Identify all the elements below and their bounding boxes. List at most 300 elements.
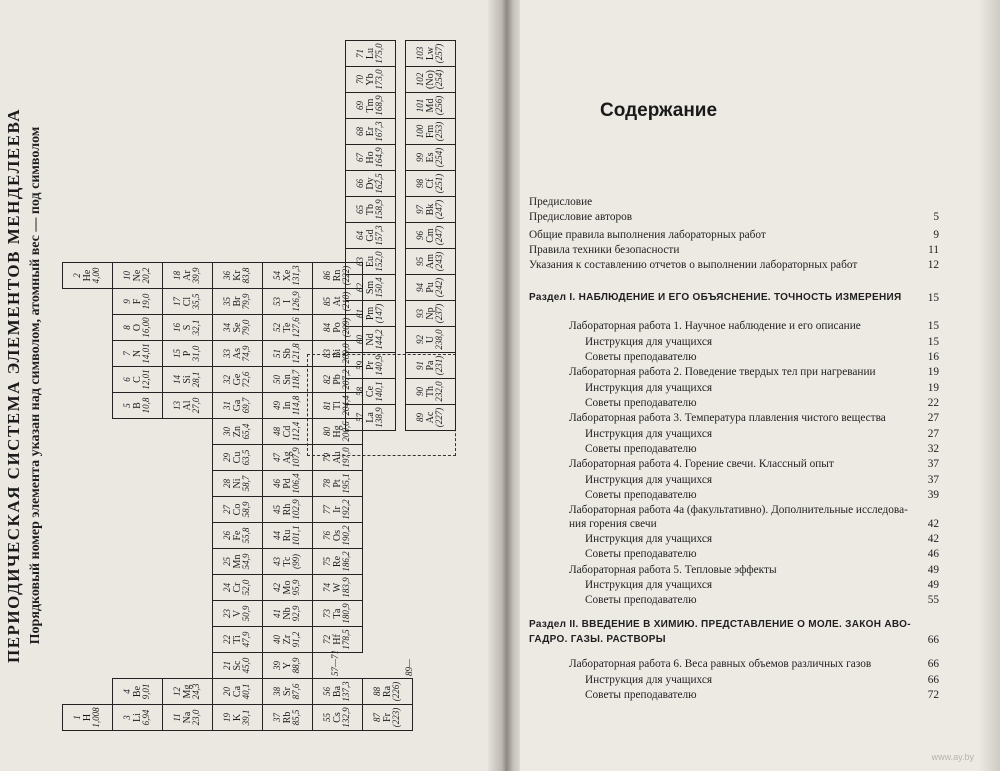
element-symbol: Pu [424, 282, 436, 293]
element-cell [163, 341, 213, 367]
element-symbol: Sr [281, 687, 293, 696]
element-cell [406, 301, 456, 327]
empty-cell [63, 445, 113, 471]
element-weight: 101,1 [291, 525, 302, 546]
element-symbol: Ra [381, 685, 393, 698]
element-cell [406, 41, 456, 67]
element-weight: 183,9 [341, 577, 352, 598]
element-cell [163, 315, 213, 341]
element-number: 101 [415, 98, 426, 113]
element-weight: 121,8 [291, 343, 302, 364]
element-number: 17 [172, 297, 183, 306]
element-number: 84 [322, 323, 333, 332]
toc-page-number: 66 [927, 634, 939, 646]
element-number: 24 [222, 583, 233, 592]
element-cell [213, 549, 263, 575]
element-weight: 10,8 [141, 397, 152, 414]
element-symbol: Hg [331, 425, 343, 438]
element-weight: 35,5 [191, 293, 202, 310]
element-weight: 140,9 [374, 355, 385, 376]
element-weight: 14,01 [141, 343, 152, 364]
element-number: 96 [415, 231, 426, 240]
element-symbol: Ni [231, 478, 243, 489]
element-symbol: Sc [231, 660, 243, 671]
element-cell [113, 341, 163, 367]
element-weight: (251) [434, 173, 445, 194]
element-number: 27 [222, 505, 233, 514]
element-weight: 91,2 [291, 631, 302, 648]
element-number: 88 [372, 687, 383, 696]
empty-cell [113, 471, 163, 497]
element-weight: 74,9 [241, 345, 252, 362]
element-cell [406, 327, 456, 353]
empty-cell [363, 497, 413, 523]
watermark: www.ay.by [931, 752, 974, 762]
toc-entry [529, 443, 939, 457]
element-number: 37 [272, 713, 283, 722]
element-weight: 140,1 [374, 381, 385, 402]
element-cell [406, 197, 456, 223]
element-symbol: Al [181, 400, 193, 411]
element-number: 57 [355, 413, 366, 422]
element-cell [406, 67, 456, 93]
element-weight: 152,0 [374, 251, 385, 272]
element-symbol: H [81, 713, 93, 722]
element-weight: 158,9 [374, 199, 385, 220]
element-cell [263, 341, 313, 367]
toc-entry-text: Лабораторная работа 2. Поведение твердых тел при нагревании [569, 366, 876, 378]
element-symbol: Tm [364, 98, 376, 113]
toc-page-number: 49 [927, 564, 939, 576]
toc-entry-text: Советы преподавателю [585, 548, 697, 560]
element-symbol: Ga [231, 399, 243, 412]
element-cell [346, 249, 396, 275]
empty-cell [163, 653, 213, 679]
toc-entry [529, 564, 939, 578]
element-cell [406, 405, 456, 431]
toc-entry [529, 489, 939, 503]
element-symbol: Rn [331, 269, 343, 282]
element-number: 62 [355, 283, 366, 292]
element-weight: 173,0 [374, 69, 385, 90]
element-number: 30 [222, 427, 233, 436]
element-cell [406, 353, 456, 379]
element-weight: 167,3 [374, 121, 385, 142]
element-number: 71 [355, 49, 366, 58]
element-cell [363, 679, 413, 705]
toc-entry-text: Раздел II. ВВЕДЕНИЕ В ХИМИЮ. ПРЕДСТАВЛЕНИЕ О МОЛЕ. ЗАКОН АВО- [529, 619, 911, 630]
element-symbol: Ti [231, 635, 243, 644]
element-number: 77 [322, 505, 333, 514]
element-cell [263, 471, 313, 497]
element-cell [213, 627, 263, 653]
element-cell [213, 315, 263, 341]
element-symbol: Sb [281, 348, 293, 359]
element-cell [163, 367, 213, 393]
element-cell [313, 575, 363, 601]
toc-entry-text: Лабораторная работа 4. Горение свечи. Классный опыт [569, 458, 834, 470]
element-weight: (209) [341, 317, 352, 338]
empty-cell [113, 497, 163, 523]
element-symbol: W [331, 582, 343, 593]
element-cell [213, 471, 263, 497]
element-weight: 197,0 [341, 447, 352, 468]
element-symbol: Sn [281, 374, 293, 385]
element-number: 33 [222, 349, 233, 358]
element-number: 79 [322, 453, 333, 462]
toc-entry-text: Инструкция для учащихся [585, 674, 713, 686]
element-number: 22 [222, 635, 233, 644]
element-number: 46 [272, 479, 283, 488]
element-symbol: Xe [281, 269, 293, 282]
element-number: 83 [322, 349, 333, 358]
element-cell [263, 315, 313, 341]
element-symbol: V [231, 609, 243, 618]
element-cell [163, 705, 213, 731]
toc-entry-text: Советы преподавателю [585, 489, 697, 501]
element-cell [263, 601, 313, 627]
toc-page-number: 9 [933, 229, 939, 241]
element-cell [263, 289, 313, 315]
element-symbol: Tl [331, 401, 343, 410]
element-weight: 157,3 [374, 225, 385, 246]
element-weight: 144,2 [374, 329, 385, 350]
toc-entry [529, 382, 939, 396]
empty-cell [163, 471, 213, 497]
element-number: 81 [322, 401, 333, 410]
empty-cell [163, 575, 213, 601]
toc-entry [529, 412, 939, 426]
element-symbol: Er [364, 126, 376, 137]
toc-entry-text: Советы преподавателю [585, 689, 697, 701]
element-cell [113, 315, 163, 341]
element-symbol: Pr [364, 361, 376, 370]
element-cell [263, 679, 313, 705]
element-weight: 23,0 [191, 709, 202, 726]
element-symbol: Ir [331, 506, 343, 513]
element-symbol: Zr [281, 634, 293, 645]
element-symbol: Rb [281, 711, 293, 724]
element-number: 43 [272, 557, 283, 566]
element-weight: 47,9 [241, 631, 252, 648]
element-number: 14 [172, 375, 183, 384]
element-weight: 50,9 [241, 605, 252, 622]
element-weight: 195,1 [341, 473, 352, 494]
element-weight: 192,2 [341, 499, 352, 520]
element-cell [346, 379, 396, 405]
element-weight: 186,2 [341, 551, 352, 572]
toc-entry [529, 504, 939, 518]
element-weight: 9,01 [141, 683, 152, 700]
element-weight: 45,0 [241, 657, 252, 674]
element-symbol: Dy [364, 177, 376, 190]
empty-cell [163, 523, 213, 549]
empty-cell [63, 315, 113, 341]
element-number: 19 [222, 713, 233, 722]
empty-cell [63, 601, 113, 627]
element-symbol: Tc [281, 556, 293, 567]
element-cell [313, 601, 363, 627]
element-symbol: Br [231, 296, 243, 307]
toc-page-number: 66 [927, 658, 939, 670]
element-cell [213, 601, 263, 627]
element-weight: 58,7 [241, 475, 252, 492]
empty-cell [363, 523, 413, 549]
element-number: 12 [172, 687, 183, 696]
element-number: 74 [322, 583, 333, 592]
element-weight: (237) [434, 303, 445, 324]
toc-page-number: 49 [927, 579, 939, 591]
element-number: 61 [355, 309, 366, 318]
element-weight: 162,5 [374, 173, 385, 194]
element-symbol: K [231, 713, 243, 722]
element-number: 102 [415, 72, 426, 87]
element-cell [263, 445, 313, 471]
element-symbol: Zn [231, 425, 243, 438]
element-number: 10 [122, 271, 133, 280]
element-number: 70 [355, 75, 366, 84]
element-number: 75 [322, 557, 333, 566]
element-number: 58 [355, 387, 366, 396]
element-weight: 58,9 [241, 501, 252, 518]
element-symbol: Ho [364, 151, 376, 164]
element-weight: (254) [434, 147, 445, 168]
element-weight: 238,0 [434, 329, 445, 350]
element-symbol: Ru [281, 529, 293, 542]
element-number: 94 [415, 283, 426, 292]
element-weight: 40,1 [241, 683, 252, 700]
element-weight: 52,0 [241, 579, 252, 596]
element-weight: (223) [391, 707, 402, 728]
element-cell [213, 523, 263, 549]
element-cell [113, 289, 163, 315]
toc-entry [529, 259, 939, 273]
toc-entry [529, 351, 939, 365]
periodic-table-title: ПЕРИОДИЧЕСКАЯ СИСТЕМА ЭЛЕМЕНТОВ МЕНДЕЛЕЕВА [4, 107, 23, 664]
toc-entry [529, 518, 939, 532]
empty-cell [163, 497, 213, 523]
toc-entry-text: Общие правила выполнения лабораторных работ [529, 229, 766, 241]
empty-cell [113, 549, 163, 575]
empty-cell [63, 289, 113, 315]
toc-entry-text: Лабораторная работа 4а (факультативно). Дополнительные исследова- [569, 504, 908, 516]
element-symbol: In [281, 401, 293, 410]
toc-entry [529, 689, 939, 703]
toc-entry-text: Инструкция для учащихся [585, 336, 713, 348]
element-symbol: Ge [231, 373, 243, 386]
element-weight: (99) [291, 554, 302, 569]
element-weight: 132,9 [341, 707, 352, 728]
empty-cell [63, 393, 113, 419]
empty-cell [63, 575, 113, 601]
element-symbol: Os [331, 529, 343, 542]
toc-page-number: 11 [928, 244, 939, 256]
element-weight: 20,2 [141, 267, 152, 284]
element-symbol: Cm [424, 228, 436, 243]
element-symbol: P [181, 350, 193, 357]
element-number: 87 [372, 713, 383, 722]
toc-entry-text: ГАДРО. ГАЗЫ. РАСТВОРЫ [529, 634, 666, 645]
element-weight: 207,2 [341, 369, 352, 390]
element-symbol: Es [424, 152, 436, 163]
element-number: 68 [355, 127, 366, 136]
element-symbol: Mg [181, 684, 193, 699]
element-weight: 88,9 [291, 657, 302, 674]
toc-page-number: 16 [927, 351, 939, 363]
toc-page-number: 15 [927, 292, 939, 304]
element-number: 49 [272, 401, 283, 410]
toc-page-number: 5 [933, 211, 939, 223]
element-number: 73 [322, 609, 333, 618]
empty-cell [113, 653, 163, 679]
element-cell [113, 263, 163, 289]
element-symbol: I [281, 299, 293, 304]
element-symbol: Fm [424, 124, 436, 139]
element-cell [113, 367, 163, 393]
element-weight: 106,4 [291, 473, 302, 494]
element-number: 26 [222, 531, 233, 540]
element-symbol: B [131, 402, 143, 409]
element-cell [263, 367, 313, 393]
element-number: 7 [122, 351, 133, 356]
element-number: 45 [272, 505, 283, 514]
element-symbol: Gd [364, 229, 376, 242]
empty-cell [113, 601, 163, 627]
element-cell [263, 523, 313, 549]
element-cell [163, 289, 213, 315]
element-weight: 114,8 [291, 395, 302, 416]
toc-page-number: 15 [927, 336, 939, 348]
element-weight: 87,6 [291, 683, 302, 700]
lanthanide-ref: 57—71 [330, 649, 340, 676]
element-number: 36 [222, 271, 233, 280]
element-symbol: C [131, 376, 143, 383]
element-symbol: Mo [281, 580, 293, 595]
toc-entry-text: Лабораторная работа 5. Тепловые эффекты [569, 564, 777, 576]
element-weight: (247) [434, 225, 445, 246]
element-symbol: La [364, 412, 376, 423]
element-number: 86 [322, 271, 333, 280]
element-cell [313, 705, 363, 731]
element-symbol: Co [231, 503, 243, 516]
element-number: 89 [415, 413, 426, 422]
empty-cell [363, 601, 413, 627]
element-cell [346, 93, 396, 119]
element-cell [163, 679, 213, 705]
element-weight: 6,94 [141, 709, 152, 726]
element-weight: 55,8 [241, 527, 252, 544]
element-number: 41 [272, 609, 283, 618]
element-weight: 209,0 [341, 343, 352, 364]
element-symbol: Kr [231, 270, 243, 281]
element-weight: 150,4 [374, 277, 385, 298]
element-symbol: Cu [231, 451, 243, 464]
element-number: 25 [222, 557, 233, 566]
element-weight: 83,8 [241, 267, 252, 284]
toc-page-number: 42 [927, 518, 939, 530]
element-weight: 190,2 [341, 525, 352, 546]
element-weight: 95,9 [291, 579, 302, 596]
empty-cell [163, 549, 213, 575]
toc-entry-text: Указания к составлению отчетов о выполнении лабораторных работ [529, 259, 858, 271]
element-number: 18 [172, 271, 183, 280]
element-weight: (147) [374, 303, 385, 324]
element-number: 5 [122, 403, 133, 408]
element-weight: (247) [434, 199, 445, 220]
element-number: 3 [122, 715, 133, 720]
element-number: 8 [122, 325, 133, 330]
element-number: 65 [355, 205, 366, 214]
element-weight: 112,4 [291, 421, 302, 442]
element-symbol: He [81, 269, 93, 282]
empty-cell [63, 471, 113, 497]
element-symbol: Np [424, 307, 436, 320]
element-number: 51 [272, 349, 283, 358]
element-cell [163, 263, 213, 289]
element-number: 72 [322, 635, 333, 644]
empty-cell [63, 627, 113, 653]
element-weight: 79,0 [241, 319, 252, 336]
element-number: 93 [415, 309, 426, 318]
toc-entry [529, 211, 939, 225]
empty-cell [63, 523, 113, 549]
element-number: 28 [222, 479, 233, 488]
element-number: 6 [122, 377, 133, 382]
element-cell [313, 497, 363, 523]
element-symbol: Th [424, 385, 436, 398]
toc-title: Содержание [600, 100, 718, 121]
element-number: 50 [272, 375, 283, 384]
toc-page-number: 55 [927, 594, 939, 606]
page-edge [978, 0, 1000, 771]
element-number: 53 [272, 297, 283, 306]
element-symbol: Cf [424, 178, 436, 189]
toc-page-number: 15 [927, 320, 939, 332]
element-number: 56 [322, 687, 333, 696]
toc-entry [529, 674, 939, 688]
element-number: 31 [222, 401, 233, 410]
toc-entry [529, 366, 939, 380]
element-symbol: Pa [424, 360, 436, 371]
element-symbol: Na [181, 711, 193, 724]
toc-section [529, 634, 939, 648]
toc-entry-text: Советы преподавателю [585, 594, 697, 606]
element-cell [346, 353, 396, 379]
empty-cell [63, 497, 113, 523]
element-symbol: F [131, 298, 143, 305]
element-weight: 126,9 [291, 291, 302, 312]
element-cell [346, 67, 396, 93]
toc-entry-text: Инструкция для учащихся [585, 474, 713, 486]
toc-page-number: 12 [927, 259, 939, 271]
toc-page-number: 27 [927, 412, 939, 424]
element-symbol: Cd [281, 425, 293, 438]
element-symbol: Y [281, 661, 293, 670]
element-number: 44 [272, 531, 283, 540]
empty-cell [163, 627, 213, 653]
element-cell [263, 705, 313, 731]
element-weight: 65,4 [241, 423, 252, 440]
element-number: 40 [272, 635, 283, 644]
toc-entry [529, 579, 939, 593]
element-symbol: Au [331, 451, 343, 464]
element-weight: 204,4 [341, 395, 352, 416]
toc-page-number: 39 [927, 489, 939, 501]
element-weight: (226) [391, 681, 402, 702]
element-symbol: At [331, 296, 343, 307]
element-cell [163, 393, 213, 419]
element-symbol: O [131, 323, 143, 332]
